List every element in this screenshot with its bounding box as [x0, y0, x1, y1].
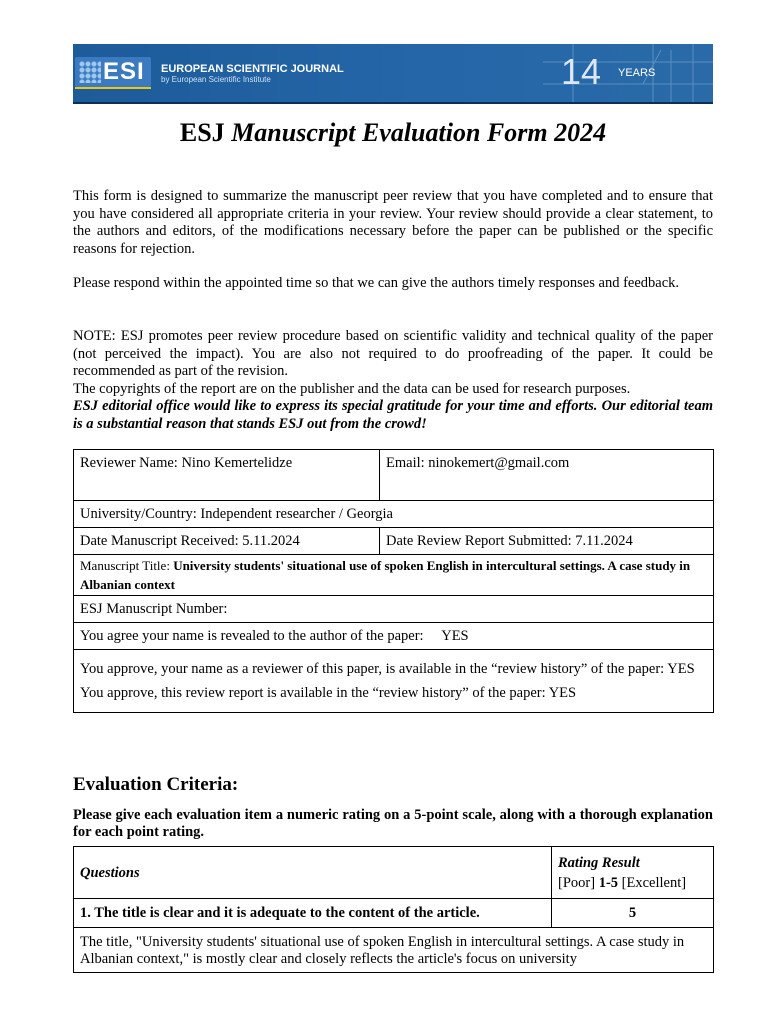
logo-text: ESI: [103, 58, 145, 85]
rating-title: Rating Result: [558, 854, 640, 871]
reviewer-name-cell: Reviewer Name: Nino Kemertelidze: [74, 450, 380, 501]
approve-history-text: You approve, your name as a reviewer of this paper, is available in the “review history” of the paper: YES: [80, 661, 695, 677]
manuscript-title: University students' situational use of spoken English in intercultural settings. A case study in Albanian context: [80, 558, 691, 592]
manuscript-title-cell: [74, 555, 714, 596]
intro-paragraph-2: Please respond within the appointed time so that we can give the authors timely responses and feedback.: [73, 275, 680, 291]
journal-banner: [73, 44, 713, 104]
reviewer-info-table: [73, 449, 714, 713]
comment-1: The title, "University students' situational use of spoken English in intercultural settings. A case study in Albanian context," is mostly clear and closely reflects the article's focus on university: [74, 928, 714, 973]
question-1: 1. The title is clear and it is adequate to the content of the article.: [74, 899, 552, 928]
agree-name-value: YES: [441, 628, 469, 644]
scale-poor: [Poor]: [558, 874, 599, 891]
date-submitted-cell: Date Review Report Submitted: 7.11.2024: [380, 528, 714, 555]
dots-icon: [79, 61, 101, 83]
evaluation-heading: Evaluation Criteria:: [73, 774, 239, 795]
university-cell: University/Country: Independent researcher / Georgia: [74, 501, 714, 528]
note-paragraph: NOTE: ESJ promotes peer review procedure based on scientific validity and technical quality of the paper (not perceived the impact). You are also not required to do proofreading of the paper. It could be recommended as part of the revision.: [73, 328, 713, 380]
manuscript-number-cell: ESJ Manuscript Number:: [74, 596, 714, 623]
years-label: YEARS: [618, 67, 656, 79]
email-cell: Email: ninokemert@gmail.com: [380, 450, 714, 501]
intro-paragraph-1: This form is designed to summarize the manuscript peer review that you have completed and to ensure that you have considered all appropriate criteria in your review. Your review should provide a clear statement, to the authors and editors, of the modifications necessary before the paper can be published or the specific reasons for rejection.: [73, 188, 713, 257]
evaluation-instruction: Please give each evaluation item a numeric rating on a 5-point scale, along with a thorough explanation for each point rating.: [73, 807, 713, 840]
scale-range: 1-5: [598, 874, 619, 891]
agree-name-text: You agree your name is revealed to the author of the paper:: [80, 628, 424, 644]
gratitude-paragraph: ESJ editorial office would like to express its special gratitude for your time and efforts. Our editorial team is a substantial reason that stands ESJ out from the crowd!: [73, 398, 713, 432]
title-prefix: ESJ: [179, 118, 225, 147]
manuscript-title-label: Manuscript Title:: [80, 558, 174, 573]
logo-underline: [75, 87, 151, 89]
agree-name-cell: [74, 623, 714, 650]
rating-header: [552, 847, 714, 899]
years-number: 14: [561, 51, 602, 92]
page-title: [73, 118, 713, 148]
scale-excellent: [Excellent]: [618, 874, 687, 891]
copyright-paragraph: The copyrights of the report are on the publisher and the data can be used for research purposes.: [73, 381, 631, 397]
esi-logo: [75, 57, 151, 87]
title-italic: Manuscript Evaluation Form 2024: [231, 118, 607, 147]
date-received-cell: Date Manuscript Received: 5.11.2024: [74, 528, 380, 555]
evaluation-table: [73, 846, 714, 973]
journal-name: EUROPEAN SCIENTIFIC JOURNAL: [161, 63, 344, 75]
questions-header: Questions: [74, 847, 552, 899]
approve-report-text: You approve, this review report is available in the “review history” of the paper: YES: [80, 685, 577, 701]
approve-cell: [74, 650, 714, 713]
rating-1: 5: [552, 899, 714, 928]
journal-subtitle: by European Scientific Institute: [161, 75, 271, 84]
